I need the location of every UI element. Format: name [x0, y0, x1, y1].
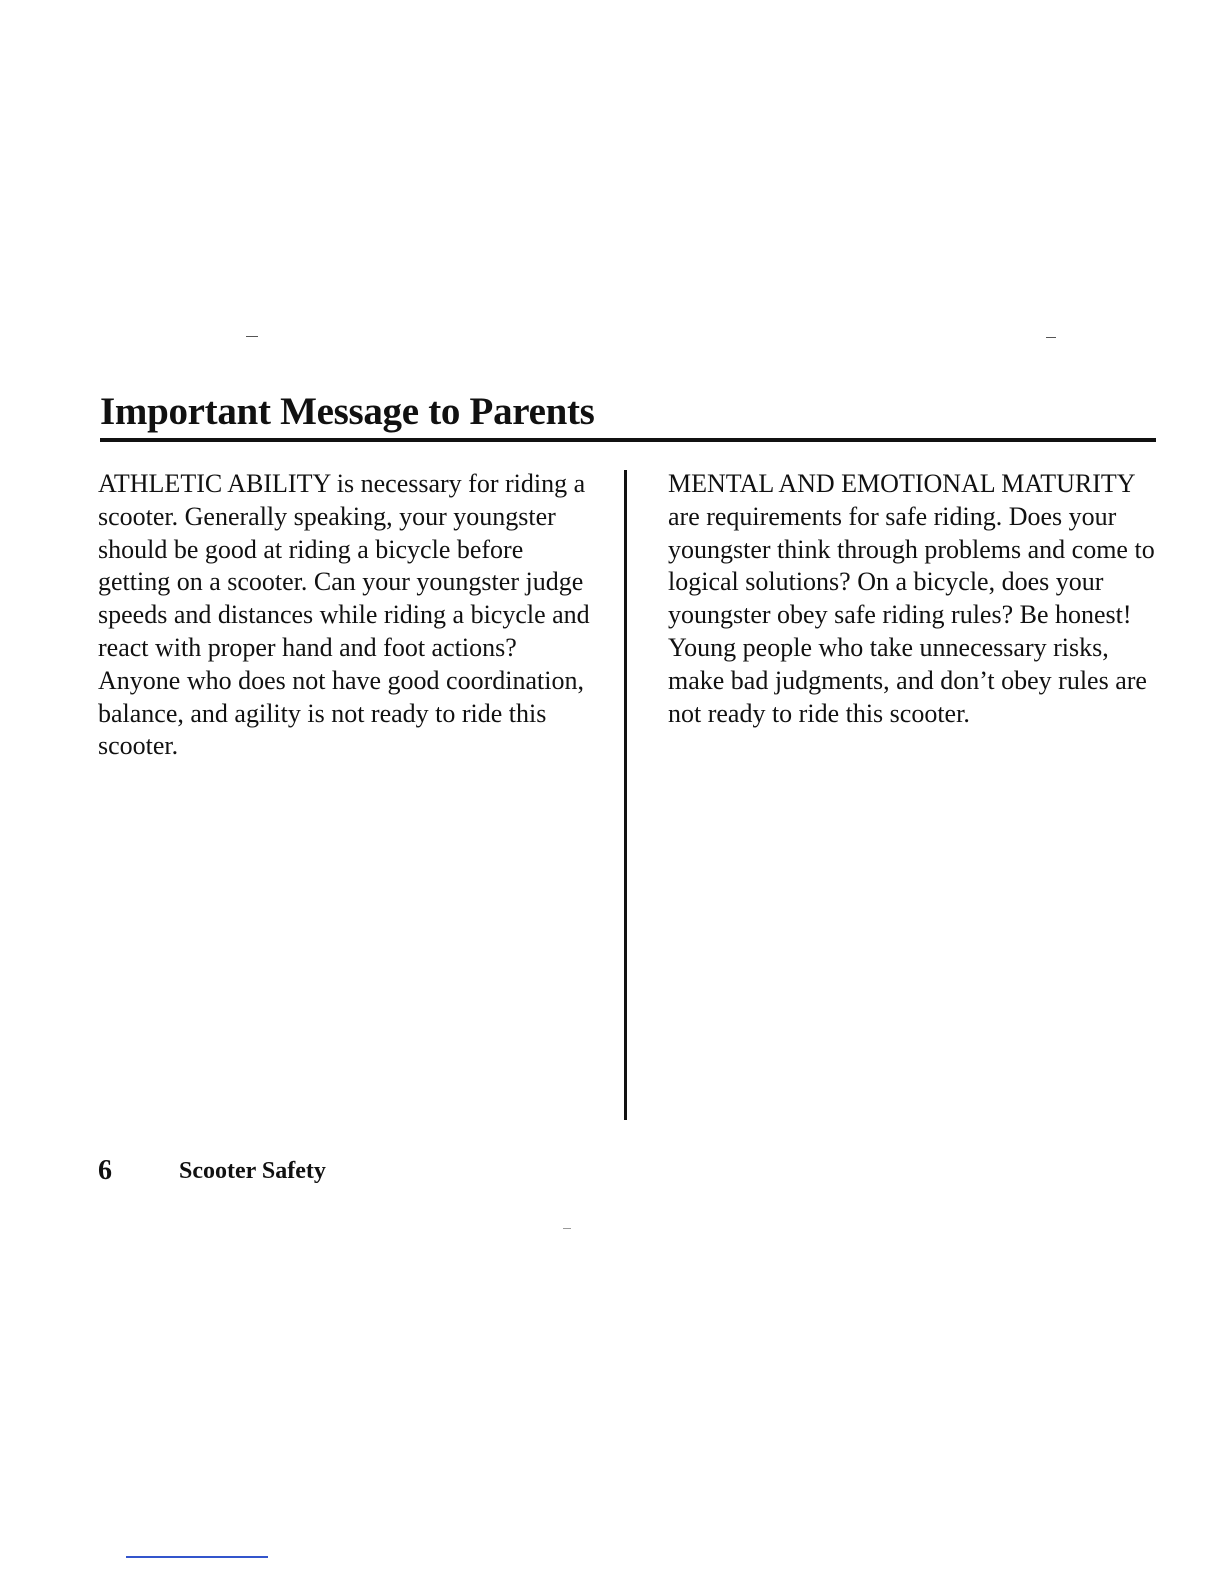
scan-artifact-mark	[563, 1228, 571, 1229]
title-underline-rule	[100, 438, 1156, 442]
page-title: Important Message to Parents	[100, 390, 595, 433]
athletic-ability-paragraph: ATHLETIC ABILITY is necessary for riding a scooter. Generally speaking, your youngster should be good at riding a bicycle before getting on a scooter. Can your youngster judge speeds and distances while riding a bicycle and react with proper hand and foot actions? Anyone who does not have good coordination, balance, and agility is not ready to ride this scooter.	[98, 469, 590, 761]
scan-artifact-mark	[246, 336, 258, 337]
mental-maturity-paragraph: MENTAL AND EMOTIONAL MATURITY are requirements for safe riding. Does your youngster think through problems and come to logical solutions? On a bicycle, does your youngster obey safe riding rules? Be honest! Young people who take unnecessary risks, make bad judgments, and don’t obey rules are not ready to ride this scooter.	[668, 469, 1155, 728]
footer-section-name: Scooter Safety	[179, 1158, 326, 1184]
bottom-edge-line	[126, 1556, 268, 1558]
page-number: 6	[98, 1155, 112, 1186]
column-divider	[624, 470, 627, 1120]
scan-artifact-mark	[1046, 337, 1056, 338]
